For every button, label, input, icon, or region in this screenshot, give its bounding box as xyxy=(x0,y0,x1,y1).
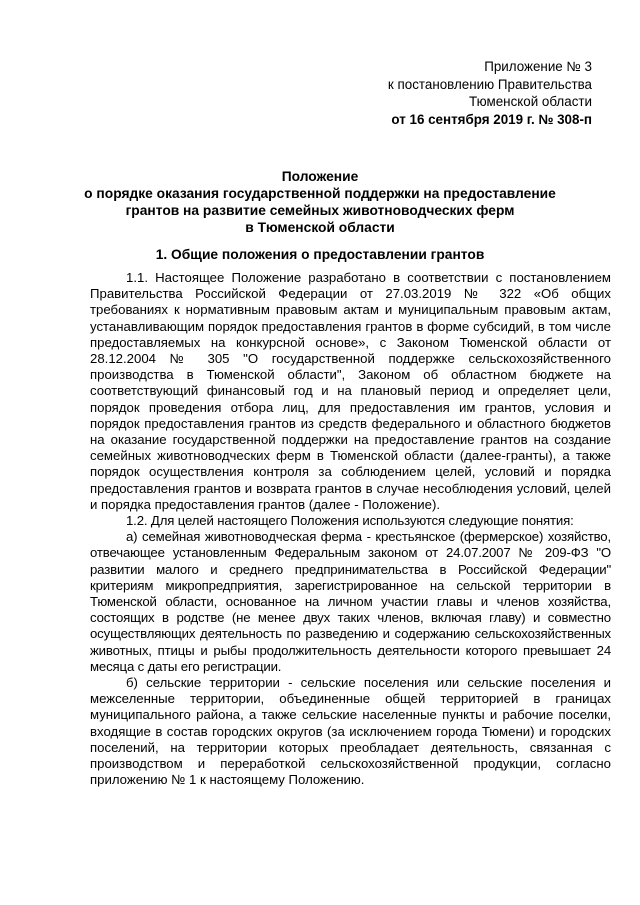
paragraph-1-2: 1.2. Для целей настоящего Положения используются следующие понятия: xyxy=(126,513,574,529)
paragraph-1-1: 1.1. Настоящее Положение разработано в соответствии с постановлением Правительства Российской Федерации от 27.03.2019 № 322 «Об общих требованиях к нормативным правовым актам и муниципальным правовым актам, устанавливающим порядок предоставления грантов в форме субсидий, в том числе предоставляемых на конкурсной основе», с Законом Тюменской области от 28.12.2004 № 305 "О государственной поддержке сельскохозяйственного производства в Тюменской области", Законом об областном бюджете на соответствующий финансовый год и на плановый период и определяет цели, порядок проведения отбора лиц, для предоставления им грантов, условия и порядок предоставления грантов из средств федерального и областного бюджетов на оказание государственной поддержки на предоставление грантов на создание семейных животноводческих ферм в Тюменской области (далее-гранты), а также порядок осуществления контроля за соблюдением целей, условий и порядка предоставления грантов и возврата грантов в случае несоблюдения условий, целей и порядка предоставления грантов (далее - Положение). xyxy=(90,270,611,512)
title-line-3: грантов на развитие семейных животноводческих ферм xyxy=(125,203,515,218)
paragraph-definition-a: а) семейная животноводческая ферма - крестьянское (фермерское) хозяйство, отвечающее установленным Федеральным законом от 24.07.2007 № 209-ФЗ "О развитии малого и среднего предпринимательства в Российской Федерации" критериям микропредприятия, зарегистрированное на сельской территории в Тюменской области, основанное на личном участии главы и членов хозяйства, состоящих в родстве (не менее двух таких членов, включая главу) и совместно осуществляющих деятельность по разведению и содержанию сельскохозяйственных животных, птицы и рыбы продолжительность деятельности которого превышает 24 месяца с даты его регистрации. xyxy=(90,529,611,674)
document-body xyxy=(90,270,611,789)
document-title xyxy=(70,168,570,236)
paragraph-definition-b: б) сельские территории - сельские поселения или сельские поселения и межселенные территории, объединенные общей территорией в границах муниципального района, а также сельские населенные пункты и рабочие поселки, входящие в состав городских округов (за исключением города Тюмени) и городских поселений, на территории которых преобладает деятельность, связанная с производством и переработкой сельскохозяйственной продукции, согласно приложению № 1 к настоящему Положению. xyxy=(90,675,611,788)
appendix-number: Приложение № 3 xyxy=(484,59,592,74)
appendix-reference: к постановлению Правительства xyxy=(387,76,592,92)
title-line-4: в Тюменской области xyxy=(245,220,395,235)
section-heading: 1. Общие положения о предоставлении грантов xyxy=(155,247,485,262)
appendix-region: Тюменской области xyxy=(469,94,592,109)
appendix-header xyxy=(388,58,592,128)
title-line-2: о порядке оказания государственной поддержки на предоставление xyxy=(84,186,556,201)
appendix-date: от 16 сентября 2019 г. № 308-п xyxy=(391,111,592,127)
title-line-1: Положение xyxy=(281,169,359,184)
